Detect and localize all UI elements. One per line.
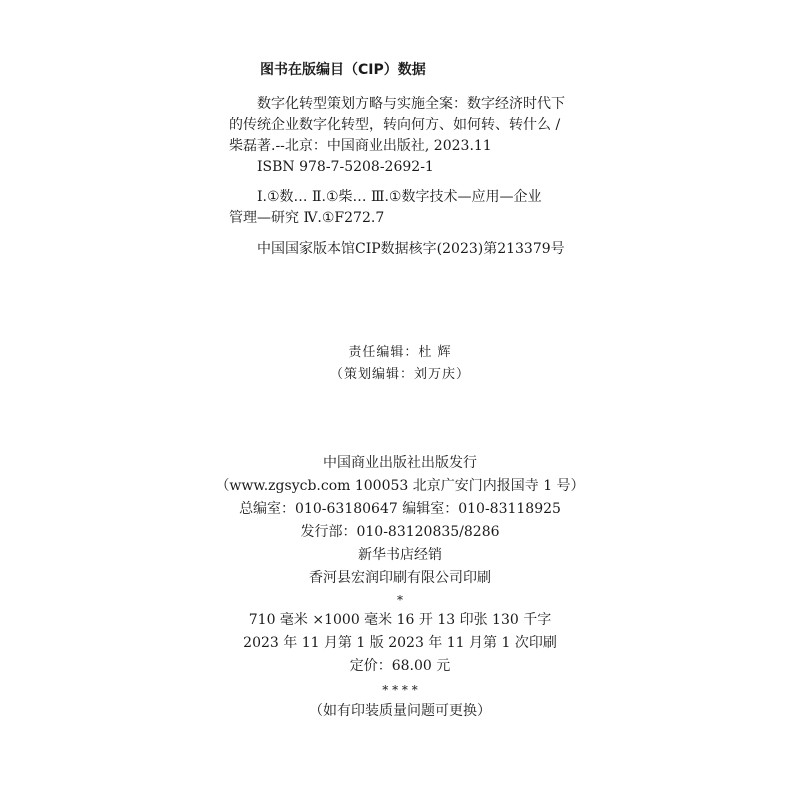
publisher-address: （www.zgsycb.com 100053 北京广安门内报国寺 1 号） <box>215 478 585 494</box>
price: 定价：68.00 元 <box>349 658 451 674</box>
planning-editor: （策划编辑：刘万庆） <box>329 367 470 382</box>
publisher-phones: 总编室：010-63180647 编辑室：010-83118925 <box>239 501 561 517</box>
cip-classification-line-1: Ⅰ.①数… Ⅱ.①柴… Ⅲ.①数字技术—应用—企业 <box>257 189 542 205</box>
distributor: 新华书店经销 <box>358 547 442 563</box>
publisher-issuer: 中国商业出版社出版发行 <box>323 455 477 471</box>
cip-title-line-1: 数字化转型策划方略与实施全案：数字经济时代下 <box>257 96 565 112</box>
cip-title-line-3: 柴磊著.--北京：中国商业出版社, 2023.11 <box>229 138 492 154</box>
book-specs: 710 毫米 ×1000 毫米 16 开 13 印张 130 千字 <box>248 612 552 628</box>
publisher-sales: 发行部：010-83120835/8286 <box>300 524 500 540</box>
cip-title-line-2: 的传统企业数字化转型，转向何方、如何转、转什么 / <box>229 117 561 133</box>
separator-star: * <box>397 593 403 607</box>
cip-heading: 图书在版编目（CIP）数据 <box>260 62 426 78</box>
cip-number: 中国国家版本馆CIP数据核字(2023)第213379号 <box>257 241 565 257</box>
cip-isbn: ISBN 978-7-5208-2692-1 <box>257 159 434 175</box>
edition-info: 2023 年 11 月第 1 版 2023 年 11 月第 1 次印刷 <box>243 635 557 651</box>
cip-classification-line-2: 管理—研究 Ⅳ.①F272.7 <box>229 210 385 226</box>
printer: 香河县宏润印刷有限公司印刷 <box>309 570 491 586</box>
replacement-note: （如有印装质量问题可更换） <box>309 703 491 719</box>
separator-stars: * * * * <box>382 683 418 697</box>
responsible-editor: 责任编辑：杜 辉 <box>348 345 452 360</box>
